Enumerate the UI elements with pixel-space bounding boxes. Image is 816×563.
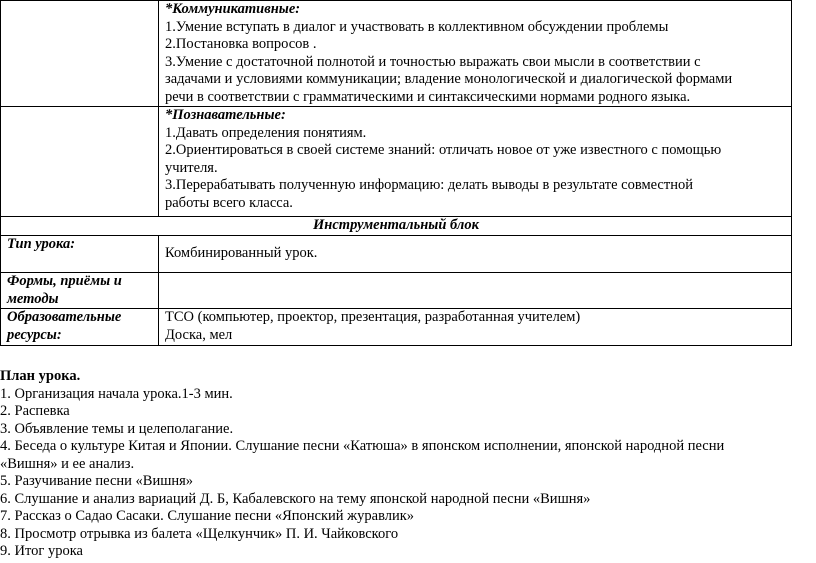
communicative-item: речи в соответствии с грамматическими и синтаксическими нормами родного языка. (165, 88, 691, 105)
cognitive-item: 2.Ориентироваться в своей системе знаний: отличать новое от уже известного с помощью (165, 142, 722, 158)
empty-label-cell (1, 107, 159, 217)
plan-item: 7. Рассказ о Садао Сасаки. Слушание песни «Японский журавлик» (0, 508, 415, 524)
resources-label: Образовательные (7, 309, 122, 325)
communicative-row (1, 1, 792, 107)
forms-label: методы (7, 290, 59, 307)
plan-item: 4. Беседа о культуре Китая и Японии. Слушание песни «Катюша» в японском исполнении, японской народной песни (0, 438, 725, 454)
lesson-type-label-cell (1, 236, 159, 273)
communicative-item: 1.Умение вступать в диалог и участвовать в коллективном обсуждении проблемы (165, 18, 669, 35)
cognitive-row (1, 107, 792, 217)
lesson-type-value: Комбинированный урок. (165, 245, 318, 262)
communicative-item: задачами и условиями коммуникации; владение монологической и диалогической формами (165, 71, 733, 87)
plan-item: 6. Слушание и анализ вариаций Д. Б, Кабалевского на тему японской народной песни «Вишня» (0, 490, 591, 507)
lesson-plan-title: План урока. (0, 368, 81, 384)
lesson-type-row (1, 236, 792, 273)
communicative-item: 3.Умение с достаточной полнотой и точностью выражать свои мысли в соответствии с (165, 53, 701, 70)
forms-label-cell (1, 273, 159, 309)
cognitive-cell (159, 107, 792, 217)
instrumental-block-row (1, 217, 792, 236)
cognitive-item: работы всего класса. (165, 194, 293, 211)
resources-value: ТСО (компьютер, проектор, презентация, разработанная учителем) (165, 309, 581, 325)
communicative-item: 2.Постановка вопросов . (165, 36, 317, 52)
cognitive-header: *Познавательные: (165, 107, 286, 123)
lesson-type-value-cell (159, 236, 792, 273)
forms-value-cell (159, 273, 792, 309)
plan-item: 9. Итог урока (0, 543, 83, 559)
resources-value: Доска, мел (165, 326, 233, 343)
forms-label: Формы, приёмы и (7, 273, 122, 289)
instrumental-block-heading: Инструментальный блок (1, 217, 792, 236)
plan-item: 2. Распевка (0, 403, 70, 419)
plan-item: «Вишня» и ее анализ. (0, 455, 135, 472)
resources-label-cell (1, 309, 159, 346)
resources-value-cell (159, 309, 792, 346)
forms-row (1, 273, 792, 309)
lesson-plan (0, 368, 812, 561)
plan-item: 3. Объявление темы и целеполагание. (0, 420, 234, 437)
empty-label-cell (1, 1, 159, 107)
resources-row (1, 309, 792, 346)
communicative-cell (159, 1, 792, 107)
plan-item: 8. Просмотр отрывка из балета «Щелкунчик» П. И. Чайковского (0, 525, 399, 542)
resources-label: ресурсы: (7, 326, 62, 343)
cognitive-item: 1.Давать определения понятиям. (165, 124, 367, 141)
communicative-header: *Коммуникативные: (165, 1, 301, 17)
plan-item: 1. Организация начала урока.1-3 мин. (0, 385, 233, 402)
plan-item: 5. Разучивание песни «Вишня» (0, 473, 194, 489)
cognitive-item: учителя. (165, 159, 218, 176)
lesson-type-label: Тип урока: (7, 236, 76, 252)
cognitive-item: 3.Перерабатывать полученную информацию: делать выводы в результате совместной (165, 177, 693, 193)
